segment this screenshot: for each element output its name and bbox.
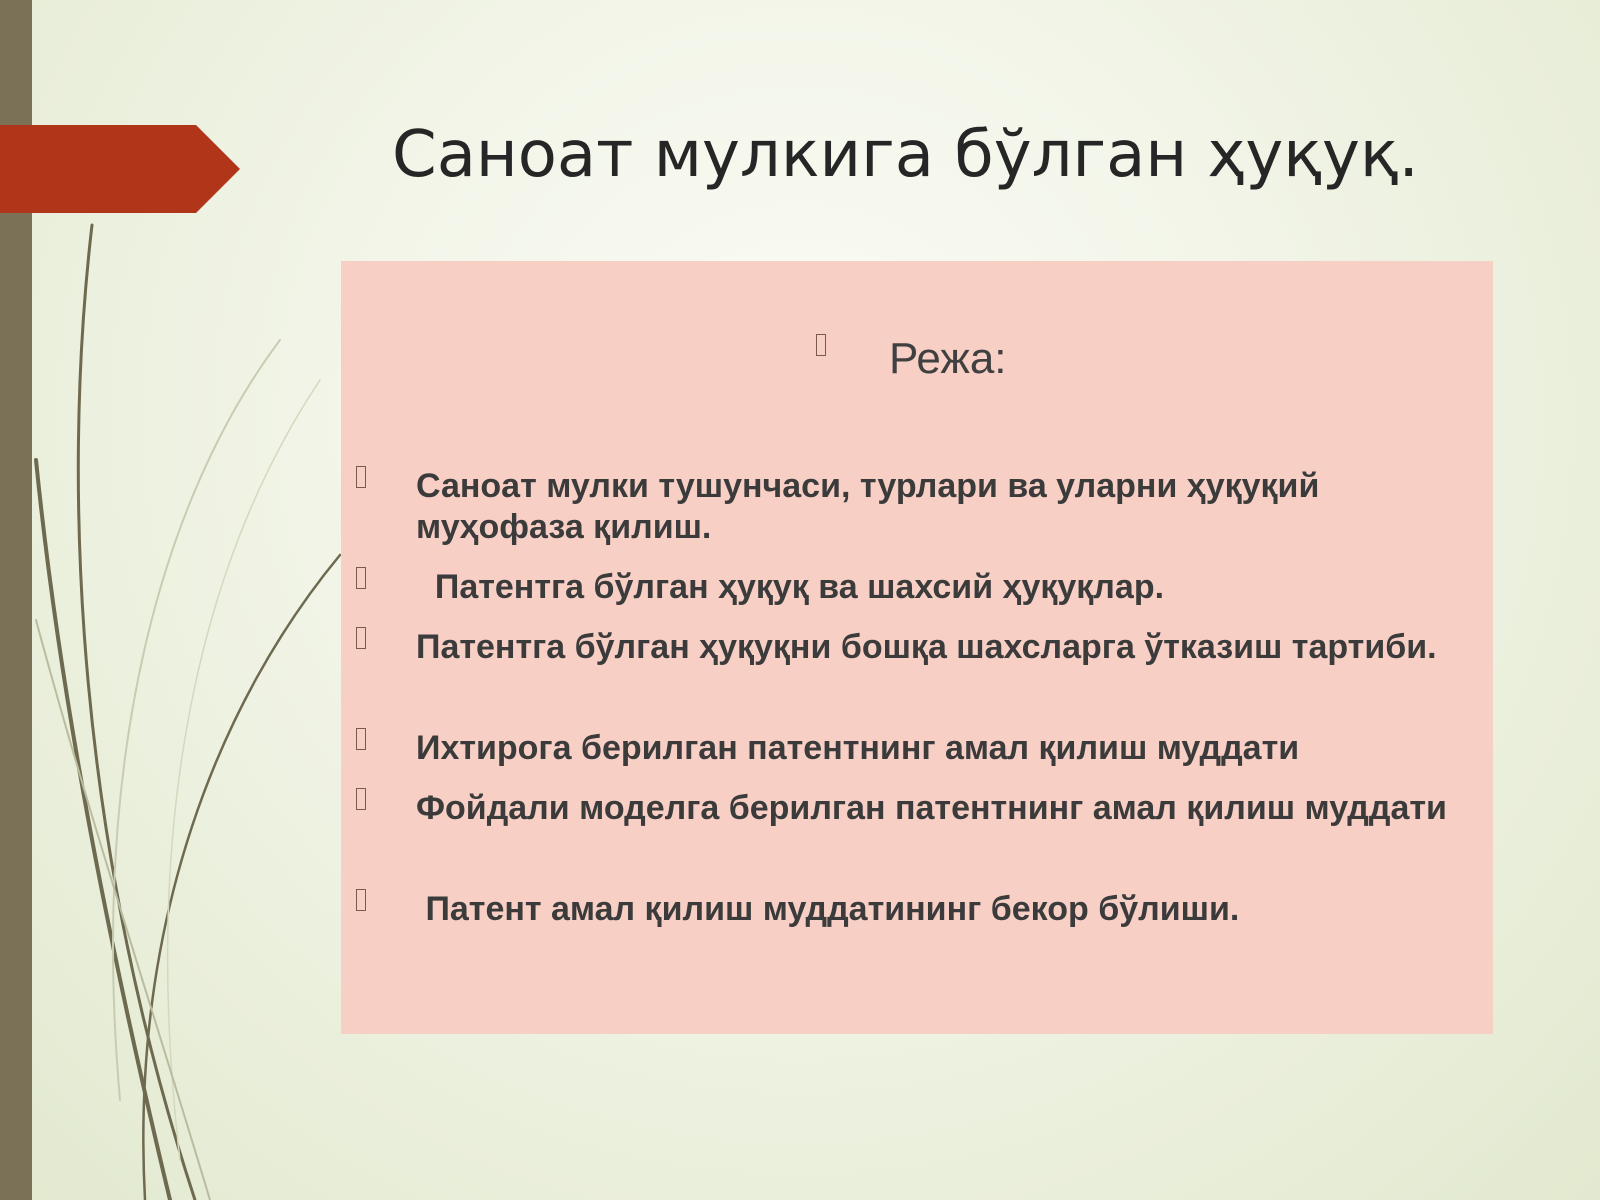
missing-glyph-box-icon [356, 788, 366, 810]
list-item-1: Саноат мулки тушунчаси, турлари ва уларни ҳуқуқий муҳофаза қилиш. [416, 467, 1320, 546]
list-item-6: Патент амал қилиш муддатининг бекор бўлиши. [416, 890, 1240, 928]
missing-glyph-box-icon [356, 466, 366, 488]
missing-glyph-box-icon [356, 567, 366, 589]
list-item-2: Патентга бўлган ҳуқуқ ва шахсий ҳуқуқлар. [416, 568, 1165, 606]
red-arrow-shape [0, 125, 240, 213]
list-item-4: Ихтирога берилган патентнинг амал қилиш муддати [416, 729, 1300, 767]
list-item-5: Фойдали моделга берилган патентнинг амал қилиш муддати [416, 789, 1447, 827]
list-item-3: Патентга бўлган ҳуқуқни бошқа шахсларга ўтказиш тартиби. [416, 628, 1437, 666]
slide-title: Саноат мулкига бўлган ҳуқуқ. [392, 118, 1419, 192]
missing-glyph-box-icon [356, 627, 366, 649]
missing-glyph-box-icon [356, 728, 366, 750]
content-box [341, 261, 1493, 1034]
missing-glyph-box-icon [356, 889, 366, 911]
missing-glyph-box-icon [816, 334, 826, 356]
plan-heading: Режа: [889, 334, 1007, 383]
